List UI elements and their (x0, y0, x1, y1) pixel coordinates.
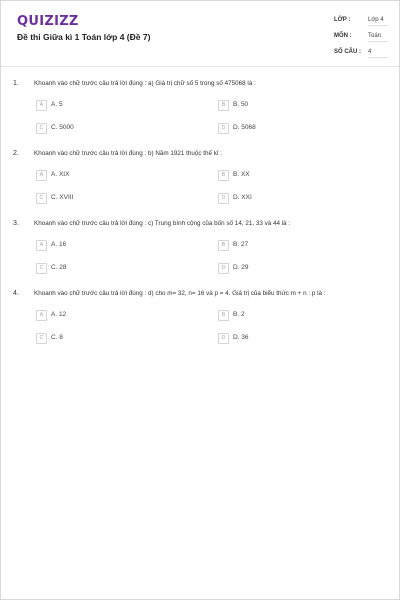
option-letter-box: A (36, 170, 47, 181)
meta-row-subject (334, 30, 389, 46)
question-text: Khoanh vào chữ trước câu trả lời đúng : c) Trung bình cộng của bốn số 14, 21, 33 và 44 là : (34, 220, 291, 227)
option-letter-box: A (36, 310, 47, 321)
option-text: C. 8 (51, 334, 63, 341)
option-text: D. 29 (233, 264, 249, 271)
option-letter-box: D (218, 193, 229, 204)
option-letter-box: D (218, 333, 229, 344)
question-number: 4. (13, 290, 19, 297)
question-number: 1. (13, 80, 19, 87)
option-text: A. 12 (51, 311, 67, 318)
quizizz-logo: QUIZIZZ (17, 14, 79, 29)
option-text: D. XXI (233, 194, 252, 201)
option-letter-box: D (218, 123, 229, 134)
option-letter-box: B (218, 310, 229, 321)
option-text: A. 5 (51, 101, 63, 108)
option-letter-box: C (36, 263, 47, 274)
meta-value-subject: Toán (368, 33, 388, 42)
question-text: Khoanh vào chữ trước câu trả lời đúng : b) Năm 1921 thuộc thế kỉ : (34, 150, 222, 157)
question-text: Khoanh vào chữ trước câu trả lời đúng : d) cho m= 32, n= 16 và p = 4. Giá trị của biểu thức m + n : p là : (34, 290, 326, 297)
option-letter-box: A (36, 100, 47, 111)
option-text: C. 28 (51, 264, 67, 271)
document-title: Đề thi Giữa kì 1 Toán lớp 4 (Đề 7) (17, 32, 151, 42)
header-divider (1, 66, 399, 67)
meta-row-count (334, 46, 389, 62)
worksheet-meta (334, 14, 389, 62)
meta-row-class (334, 14, 389, 30)
option-text: D. 36 (233, 334, 249, 341)
meta-label-class: LỚP : (334, 17, 351, 23)
question-text: Khoanh vào chữ trước câu trả lời đúng : a) Giá trị chữ số 5 trong số 475068 là : (34, 80, 256, 87)
option-text: C. 5000 (51, 124, 74, 131)
meta-value-count: 4 (368, 49, 388, 58)
meta-value-class: Lớp 4 (368, 17, 388, 26)
option-letter-box: C (36, 333, 47, 344)
option-text: A. 16 (51, 241, 67, 248)
option-letter-box: B (218, 100, 229, 111)
meta-label-count: SỐ CÂU : (334, 49, 361, 55)
option-letter-box: A (36, 240, 47, 251)
option-text: B. XX (233, 171, 250, 178)
option-letter-box: D (218, 263, 229, 274)
option-text: D. 5068 (233, 124, 256, 131)
option-text: C. XVIII (51, 194, 74, 201)
option-letter-box: B (218, 240, 229, 251)
meta-label-subject: MÔN : (334, 33, 352, 39)
option-text: B. 2 (233, 311, 245, 318)
question-number: 2. (13, 150, 19, 157)
option-text: A. XIX (51, 171, 70, 178)
option-text: B. 50 (233, 101, 249, 108)
option-letter-box: C (36, 123, 47, 134)
question-number: 3. (13, 220, 19, 227)
option-text: B. 27 (233, 241, 249, 248)
option-letter-box: C (36, 193, 47, 204)
option-letter-box: B (218, 170, 229, 181)
